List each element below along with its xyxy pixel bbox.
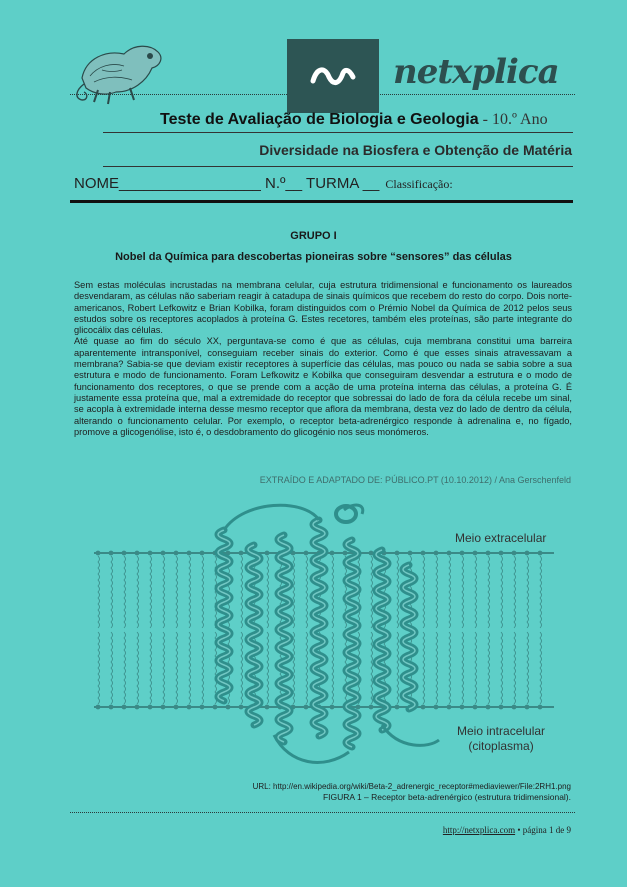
test-title-text: Teste de Avaliação de Biologia e Geologia bbox=[160, 111, 479, 128]
name-number-class-fields: NOME_________________ N.º__ TURMA __ bbox=[74, 175, 380, 192]
page-footer bbox=[443, 825, 571, 835]
student-info-line bbox=[74, 175, 453, 192]
intracellular-label bbox=[457, 724, 545, 754]
footer-link[interactable]: http://netxplica.com bbox=[442, 825, 516, 835]
intracellular-label-line1: Meio intracelular bbox=[457, 724, 546, 738]
article-source: EXTRAÍDO E ADAPTADO DE: PÚBLICO.PT (10.10.2012) / Ana Gerschenfeld bbox=[259, 475, 571, 485]
title-rule bbox=[103, 132, 573, 133]
chameleon-illustration bbox=[72, 36, 168, 108]
year-label: - 10.º Ano bbox=[478, 111, 548, 128]
receptor-protein bbox=[218, 505, 439, 762]
subtitle-rule bbox=[103, 166, 573, 167]
figure-caption: FIGURA 1 – Receptor beta-adrenérgico (estrutura tridimensional). bbox=[322, 792, 571, 802]
extracellular-label: Meio extracelular bbox=[455, 531, 547, 545]
brand-wordmark: netxplica bbox=[393, 52, 559, 92]
article-body bbox=[74, 280, 572, 438]
page-number: • página 1 de 9 bbox=[515, 825, 571, 835]
wave-logo-icon bbox=[309, 63, 357, 87]
test-subtitle: Diversidade na Biosfera e Obtenção de Matéria bbox=[259, 142, 572, 158]
logo-box bbox=[287, 39, 379, 113]
paragraph: Sem estas moléculas incrustadas na membrana celular, cuja estrutura tridimensional e funcionamento os laureados desvendaram, as células não saberiam reagir à catadupa de sinais químicos que recebem do resto do corpo. Dois norte-americanos, Robert Lefkowitz e Brian Kobilka, foram distinguidos com o Prémio Nobel da Química de 2012 pelos seus estudos sobre os receptores acoplados à proteína G. Estes recetores, também eles proteínas, são parte integrante do glicocálix das células. bbox=[74, 280, 572, 336]
figure-url: URL: http://en.wikipedia.org/wiki/Beta-2_adrenergic_receptor#mediaviewer/File:2RH1.png bbox=[252, 782, 571, 791]
intracellular-label-line2: (citoplasma) bbox=[468, 739, 534, 753]
group-heading: GRUPO I bbox=[290, 230, 337, 242]
footer-dotted-rule bbox=[70, 812, 575, 813]
test-title bbox=[160, 111, 548, 129]
classification-label: Classificação: bbox=[385, 177, 453, 191]
article-headline: Nobel da Química para descobertas pioneiras sobre “sensores” das células bbox=[115, 251, 512, 263]
paragraph: Até quase ao fim do século XX, perguntava-se como é que as células, cuja membrana constitui uma barreira aparentemente intransponível, conseguiam receber sinais do exterior. Como é que esses sinais atravessavam a membrana? Sabia-se que deviam existir receptores à superfície das células, mas pouco ou nada se sabia sobre a sua estrutura e modo de funcionamento. Foram Lefkowitz e Kobilka que conseguiram desvendar a estrutura e o modo de funcionamento dos receptores, o que se prende com a acção de uma proteína interna das células, a proteína G. É justamente essa proteína que, mal a extremidade do receptor que sobressai do lado de fora da célula recebe um sinal, se acopla à extremidade interna desse mesmo receptor que aflora da membrana, desta vez do lado de dentro da célula, alterando o funcionamento celular. Por exemplo, o receptor beta-adrenérgico responde à adrenalina e, no fígado, promove a glicogenólise, isto é, o desdobramento do glicogénio nos seus monómeros. bbox=[74, 336, 572, 437]
header-thick-rule bbox=[70, 200, 573, 203]
